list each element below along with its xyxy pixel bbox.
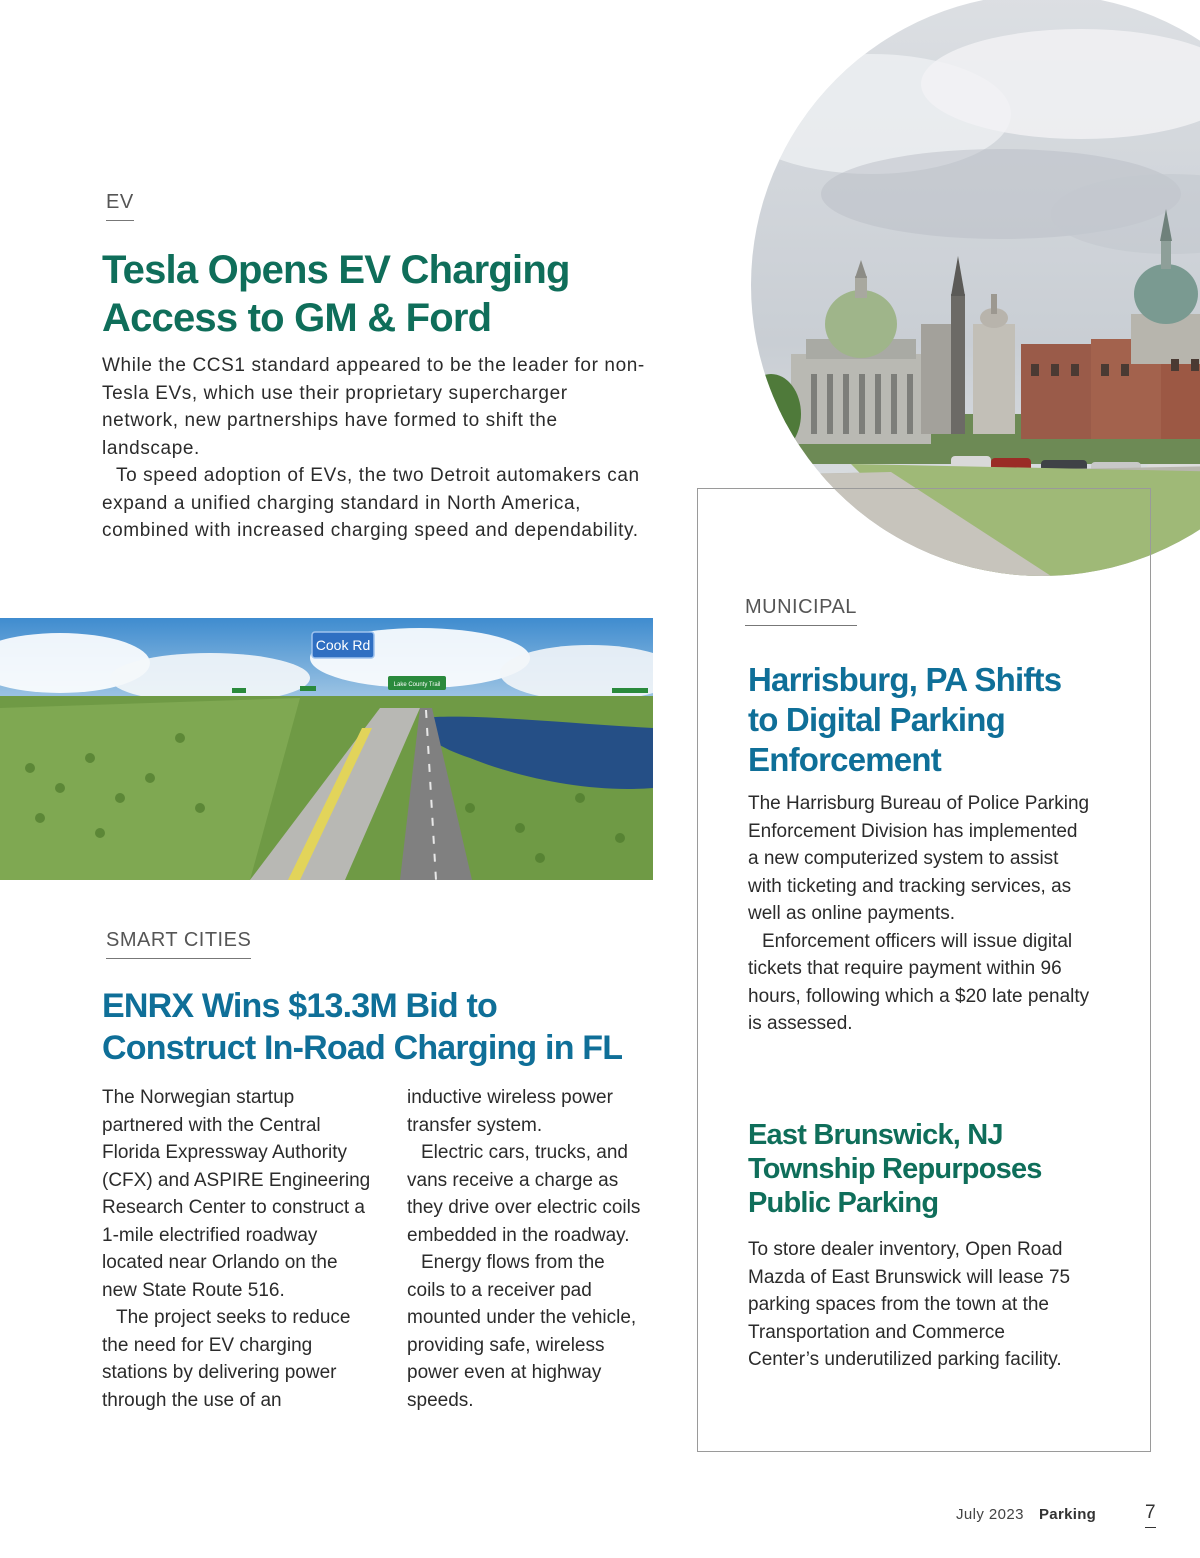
smart-cities-column-1 (102, 1084, 377, 1414)
east-brunswick-paragraph: To store dealer inventory, Open Road Mazda of East Brunswick will lease 75 parking spaces from the town at the Transportation and Commerce Center’s underutilized parking facility. (748, 1239, 1071, 1370)
smart-cities-paragraph: Electric cars, trucks, and vans receive a charge as they drive over electric coils embedded in the roadway. (407, 1142, 641, 1246)
ev-paragraph: To speed adoption of EVs, the two Detroit automakers can expand a unified charging standard in North America, combined with increased charging speed and dependability. (102, 465, 640, 541)
smart-cities-paragraph: The project seeks to reduce the need for EV charging stations by delivering power through the use of an (102, 1307, 351, 1411)
east-brunswick-headline-line1: East Brunswick, NJ (748, 1119, 1003, 1151)
smart-cities-column-2 (407, 1084, 647, 1414)
page-footer (940, 1500, 1160, 1558)
page-number: 7 (1145, 1502, 1156, 1528)
smart-cities-headline-line2: Construct In-Road Charging in FL (102, 1029, 623, 1067)
municipal-paragraph: Enforcement officers will issue digital tickets that require payment within 96 hours, following which a $20 late penalty is assessed. (748, 930, 1090, 1034)
smart-cities-paragraph: The Norwegian startup partnered with the Central Florida Expressway Authority (CFX) and ASPIRE Engineering Research Center to construct a 1-mile electrified roadway located near Orlando on the new State Route 516. (102, 1087, 371, 1301)
smart-cities-paragraph: Energy flows from the coils to a receiver pad mounted under the vehicle, providing safe, wireless power even at highway speeds. (407, 1252, 637, 1411)
municipal-headline (748, 660, 1128, 780)
municipal-headline-line1: Harrisburg, PA Shifts (748, 661, 1062, 698)
footer-date: July 2023 (956, 1506, 1024, 1523)
ev-headline (102, 246, 662, 342)
ev-body (102, 352, 647, 545)
smart-cities-headline-line1: ENRX Wins $13.3M Bid to (102, 987, 498, 1025)
municipal-body (748, 790, 1093, 1038)
east-brunswick-headline-line2: Township Repurposes (748, 1153, 1042, 1185)
cook-rd-sign-text: Cook Rd (315, 637, 371, 653)
smart-cities-headline (102, 985, 682, 1069)
municipal-paragraph: The Harrisburg Bureau of Police Parking Enforcement Division has implemented a new computerized system to assist with ticketing and tracking services, as well as online payments. (748, 793, 1090, 924)
smart-cities-paragraph: inductive wireless power transfer system. (407, 1087, 613, 1136)
ev-headline-line1: Tesla Opens EV Charging (102, 248, 570, 292)
lake-county-trail-sign-text: Lake County Trail (393, 682, 441, 688)
smart-cities-tag: SMART CITIES (106, 929, 251, 959)
ev-paragraph: While the CCS1 standard appeared to be the leader for non-Tesla EVs, which use their proprietary supercharger network, new partnerships have formed to shift the landscape. (102, 355, 645, 459)
east-brunswick-headline-line3: Public Parking (748, 1187, 939, 1219)
footer-publication: Parking (1039, 1506, 1097, 1523)
municipal-tag: MUNICIPAL (745, 596, 857, 626)
in-road-charging-photo (0, 618, 653, 880)
east-brunswick-headline (748, 1118, 1128, 1220)
ev-tag: EV (106, 191, 134, 221)
ev-headline-line2: Access to GM & Ford (102, 296, 492, 340)
municipal-headline-line3: Enforcement (748, 741, 941, 778)
municipal-headline-line2: to Digital Parking (748, 701, 1005, 738)
east-brunswick-body (748, 1236, 1078, 1374)
